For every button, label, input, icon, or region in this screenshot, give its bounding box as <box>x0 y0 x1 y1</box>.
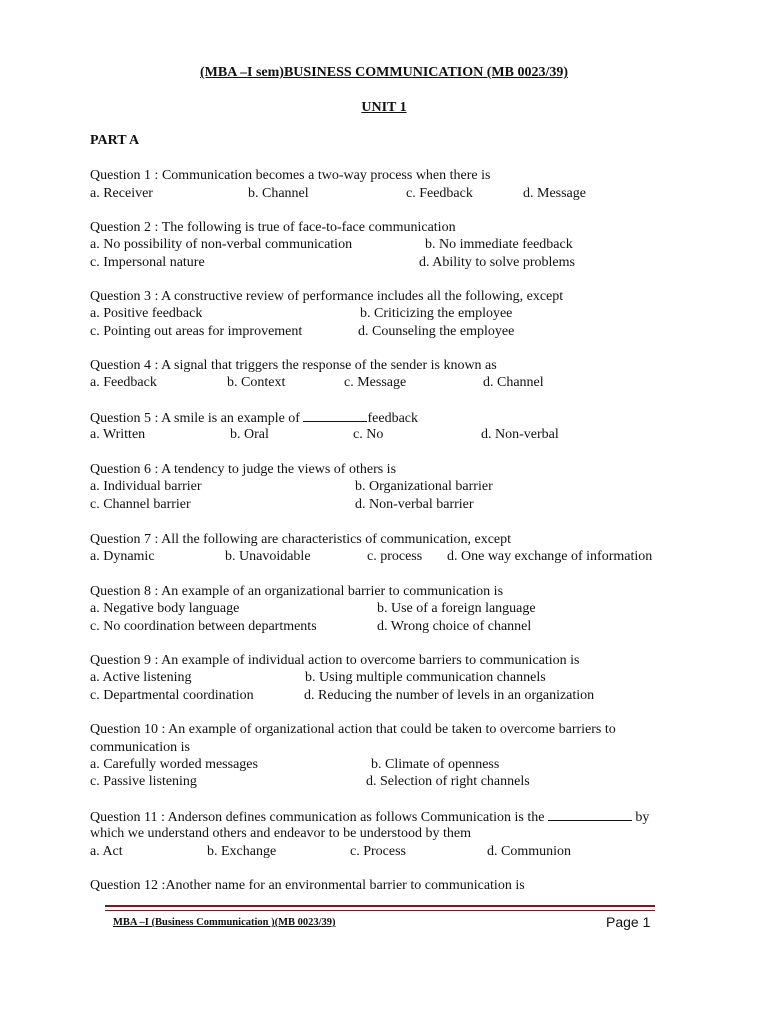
option-b: b. Climate of openness <box>371 757 500 772</box>
option-b: b. Context <box>227 375 286 390</box>
option-c: c. process <box>367 549 423 564</box>
unit-heading: UNIT 1 <box>361 100 407 115</box>
document-title: (MBA –I sem)BUSINESS COMMUNICATION (MB 0023/39) <box>199 65 569 80</box>
option-d: d. Counseling the employee <box>358 324 515 339</box>
option-d: d. Message <box>523 186 586 201</box>
option-b: b. Oral <box>230 427 269 442</box>
footer-divider-thick <box>105 905 655 907</box>
question-stem: Question 1 : Communication becomes a two-way process when there is <box>90 168 491 183</box>
option-c: c. Pointing out areas for improvement <box>90 324 303 339</box>
answer-blank <box>303 409 367 422</box>
option-a: a. Individual barrier <box>90 479 202 494</box>
question-stem <box>90 409 418 427</box>
option-a: a. No possibility of non-verbal communication <box>90 237 353 252</box>
option-d: d. Non-verbal <box>481 427 559 442</box>
option-d: d. One way exchange of information <box>447 549 653 564</box>
footer-course-label: MBA –I (Business Communication )(MB 0023/39) <box>113 917 336 928</box>
question-stem-start: Question 5 : A smile is an example of <box>90 411 304 426</box>
option-b: b. Using multiple communication channels <box>305 670 546 685</box>
option-d: d. Reducing the number of levels in an organization <box>304 688 595 703</box>
option-c: c. No coordination between departments <box>90 619 317 634</box>
option-a: a. Active listening <box>90 670 192 685</box>
option-a: a. Receiver <box>90 186 153 201</box>
option-a: a. Act <box>90 844 123 859</box>
question-stem: Question 2 : The following is true of face-to-face communication <box>90 220 456 235</box>
option-a: a. Carefully worded messages <box>90 757 258 772</box>
question-stem: Question 12 :Another name for an environmental barrier to communication is <box>90 878 525 893</box>
question-stem: Question 4 : A signal that triggers the response of the sender is known as <box>90 358 497 373</box>
option-c: c. Process <box>350 844 406 859</box>
question-stem: Question 3 : A constructive review of performance includes all the following, except <box>90 289 564 304</box>
question-stem: Question 10 : An example of organizational action that could be taken to overcome barriers to <box>90 722 616 737</box>
option-c: c. Impersonal nature <box>90 255 205 270</box>
option-b: b. Exchange <box>207 844 277 859</box>
question-stem-continued: which we understand others and endeavor to be understood by them <box>90 826 472 841</box>
option-a: a. Feedback <box>90 375 157 390</box>
question-stem-end: feedback <box>367 411 419 426</box>
option-d: d. Channel <box>483 375 544 390</box>
option-d: d. Selection of right channels <box>366 774 530 789</box>
question-stem <box>90 808 649 826</box>
option-a: a. Dynamic <box>90 549 155 564</box>
option-a: a. Negative body language <box>90 601 240 616</box>
question-stem: Question 9 : An example of individual action to overcome barriers to communication is <box>90 653 580 668</box>
question-stem: Question 6 : A tendency to judge the views of others is <box>90 462 397 477</box>
option-c: c. Passive listening <box>90 774 197 789</box>
option-d: d. Wrong choice of channel <box>377 619 532 634</box>
page-number: Page 1 <box>606 914 651 930</box>
option-b: b. Criticizing the employee <box>360 306 513 321</box>
question-stem-end: by <box>631 810 650 825</box>
option-b: b. No immediate feedback <box>425 237 573 252</box>
option-b: b. Channel <box>248 186 309 201</box>
option-b: b. Use of a foreign language <box>377 601 536 616</box>
footer-divider-thin <box>105 910 655 911</box>
option-d: d. Ability to solve problems <box>419 255 575 270</box>
option-b: b. Unavoidable <box>225 549 311 564</box>
question-stem: Question 7 : All the following are characteristics of communication, except <box>90 532 512 547</box>
option-d: d. Non-verbal barrier <box>355 497 474 512</box>
option-c: c. Feedback <box>406 186 473 201</box>
option-a: a. Written <box>90 427 146 442</box>
question-stem-start: Question 11 : Anderson defines communication as follows Communication is the <box>90 810 548 825</box>
option-d: d. Communion <box>487 844 572 859</box>
option-a: a. Positive feedback <box>90 306 203 321</box>
option-b: b. Organizational barrier <box>355 479 493 494</box>
option-c: c. Channel barrier <box>90 497 191 512</box>
question-stem: Question 8 : An example of an organizational barrier to communication is <box>90 584 504 599</box>
option-c: c. Departmental coordination <box>90 688 254 703</box>
answer-blank <box>548 808 632 821</box>
part-heading: PART A <box>90 133 140 148</box>
option-c: c. No <box>353 427 384 442</box>
question-stem-continued: communication is <box>90 740 190 755</box>
option-c: c. Message <box>344 375 407 390</box>
